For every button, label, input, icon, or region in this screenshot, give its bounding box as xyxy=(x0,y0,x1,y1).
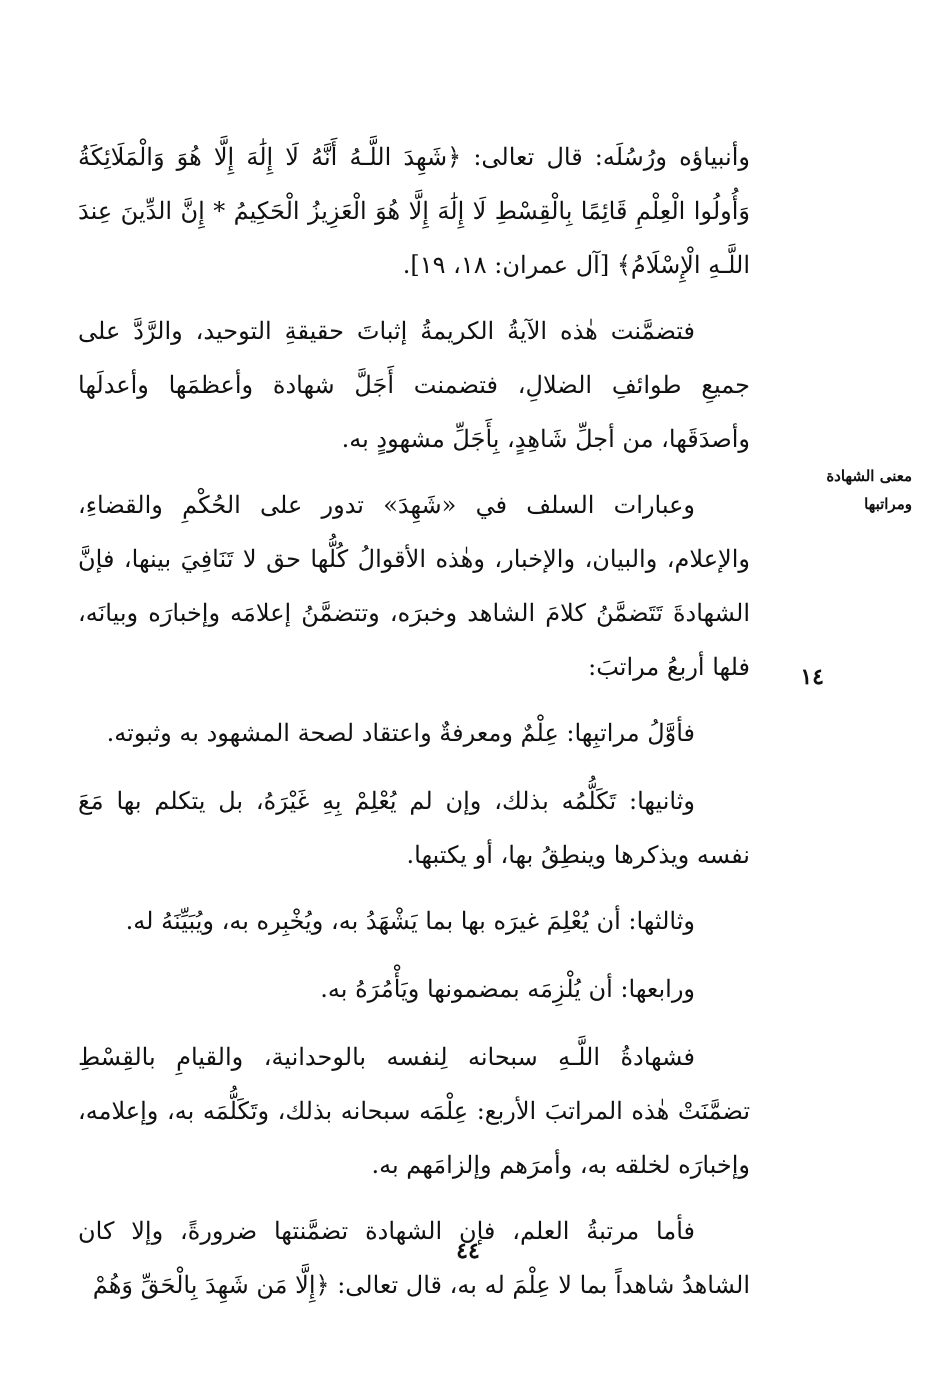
paragraph-rank-fourth: ورابعها: أن يُلْزِمَه بمضمونها ويَأْمُرَهُ به. xyxy=(320,975,695,1003)
paragraph-quran-verse: وأنبياؤه ورُسُلَه: قال تعالى: ﴿شَهِدَ اللَّـهُ أَنَّهُ لَا إِلَٰهَ إِلَّا هُوَ وَالْمَلَائِكَةُ وَأُولُوا الْعِلْمِ قَائِمًا بِالْقِسْطِ لَا إِلَٰهَ إِلَّا هُوَ الْعَزِيزُ الْحَكِيمُ * إِنَّ الدِّينَ عِندَ اللَّـهِ الْإِسْلَامُ﴾ [آل عمران: ١٨، ١٩]. xyxy=(78,143,750,279)
paragraph-salaf-phrases: وعبارات السلف في «شَهِدَ» تدور على الحُكْمِ والقضاءِ، والإعلام، والبيان، والإخبار، وهٰذه الأقوالُ كُلُّها حق لا تَنَافِيَ بينها، فإنَّ الشهادةَ تَتَضمَّنُ كلامَ الشاهد وخبرَه، وتتضمَّنُ إعلامَه وإخبارَه وبيانَه، فلها أربعُ مراتبَ: xyxy=(78,491,750,681)
paragraph-verse-meaning: فتضمَّنت هٰذه الآيةُ الكريمةُ إثباتَ حقيقةِ التوحيد، والرَّدَّ على جميعِ طوائفِ الضلالِ، فتضمنت أَجَلَّ شهادة وأعظمَها وأعدلَها وأصدَقَها، من أجلِّ شَاهِدٍ، بِأَجَلِّ مشهودٍ به. xyxy=(78,317,750,453)
paragraph-allah-testimony: فشهادةُ اللَّـهِ سبحانه لِنفسه بالوحدانية، والقيامِ بالقِسْطِ تضمَّنَتْ هٰذه المراتبَ الأربع: عِلْمَه سبحانه بذلك، وتَكَلُّمَه به، وإعلامه، وإخبارَه لخلقه به، وأمرَهم وإلزامَهم به. xyxy=(78,1043,750,1179)
paragraph-rank-first: فأوَّلُ مراتبِها: عِلْمٌ ومعرفةٌ واعتقاد لصحة المشهود به وثبوته. xyxy=(106,719,695,747)
paragraph-rank-second: وثانيها: تَكَلُّمُه بذلك، وإن لم يُعْلِمْ بِهِ غَيْرَهُ، بل يتكلم بها مَعَ نفسه ويذكرها وينطِقُ بها، أو يكتبها. xyxy=(78,787,750,869)
paragraph-knowledge-rank: فأما مرتبةُ العلم، فإن الشهادة تضمَّنتها ضرورةً، وإلا كان الشاهدُ شاهداً بما لا عِلْمَ له به، قال تعالى: ﴿إِلَّا مَن شَهِدَ بِالْحَقِّ وَهُمْ xyxy=(78,1217,750,1299)
page-number: ٤٤ xyxy=(456,1238,480,1264)
paragraph-rank-third: وثالثها: أن يُعْلِمَ غيرَه بها بما يَشْهَدُ به، ويُخْبِره به، ويُبَيِّنَهُ له. xyxy=(125,907,695,935)
margin-heading: معنى الشهادة ومراتبها xyxy=(826,467,912,513)
margin-number: ١٤ xyxy=(800,664,824,690)
main-text xyxy=(78,130,750,1324)
